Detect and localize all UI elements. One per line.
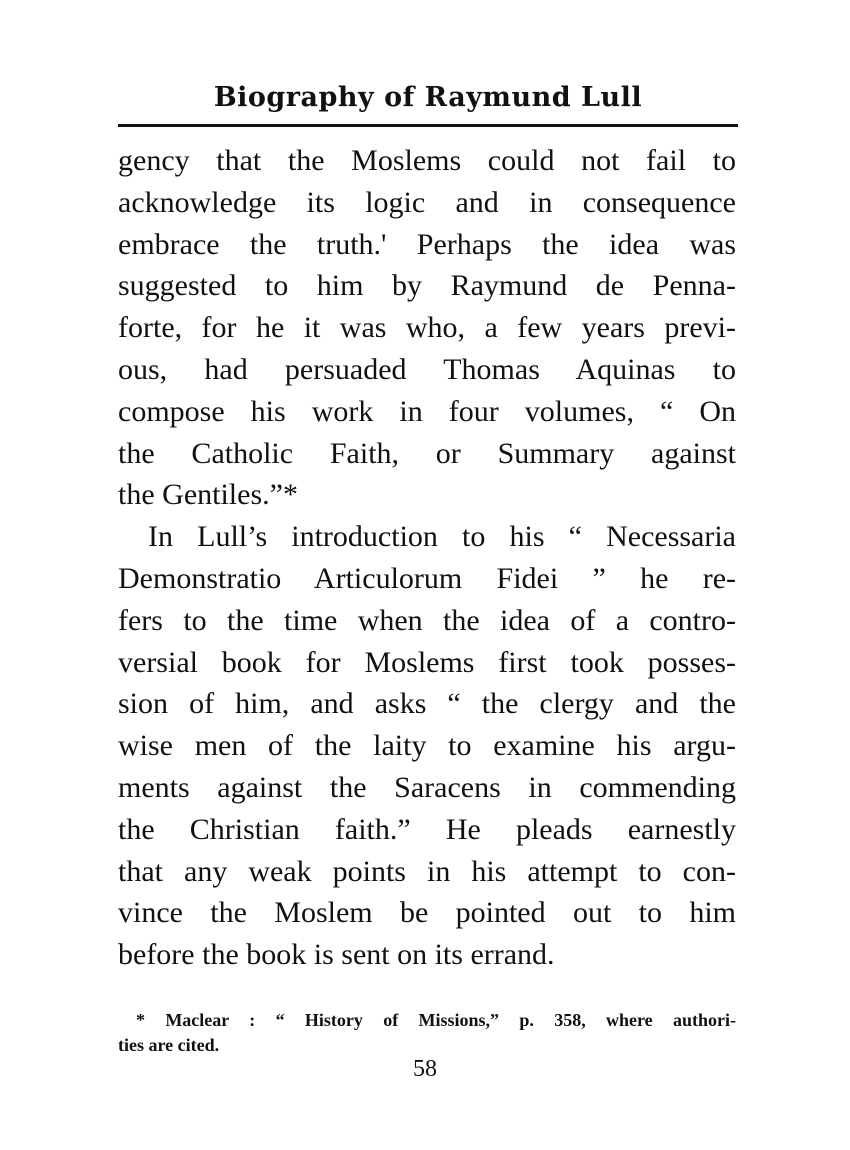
footnote — [118, 1008, 736, 1058]
text-line: the Gentiles.”* — [118, 478, 298, 512]
running-head-title: Biography of Raymund Lull — [213, 82, 643, 113]
text-line: the Christian faith.” He pleads earnestly — [118, 812, 736, 846]
text-line: that any weak points in his attempt to con- — [118, 854, 736, 888]
text-line: Demonstratio Articulorum Fidei ” he re- — [118, 561, 736, 595]
footnote-line: * Maclear : “ History of Missions,” p. 358, where authori- — [136, 1010, 736, 1030]
header-rule — [118, 124, 738, 127]
text-line: wise men of the laity to examine his argu- — [118, 729, 736, 763]
text-line: embrace the truth.' Perhaps the idea was — [118, 227, 736, 261]
text-line: vince the Moslem be pointed out to him — [118, 896, 736, 930]
text-line: suggested to him by Raymund de Penna- — [118, 269, 736, 303]
text-line: sion of him, and asks “ the clergy and the — [118, 687, 736, 721]
text-line: the Catholic Faith, or Summary against — [118, 436, 736, 470]
text-line: ous, had persuaded Thomas Aquinas to — [118, 352, 736, 386]
text-line: compose his work in four volumes, “ On — [118, 394, 736, 428]
body-text — [118, 140, 736, 976]
text-line: gency that the Moslems could not fail to — [118, 144, 736, 177]
text-line: ments against the Saracens in commending — [118, 770, 736, 804]
text-line: acknowledge its logic and in consequence — [118, 185, 736, 219]
text-line: before the book is sent on its errand. — [118, 938, 555, 972]
text-line: forte, for he it was who, a few years previ- — [118, 311, 736, 345]
text-line: In Lull’s introduction to his “ Necessaria — [148, 520, 736, 554]
page-number: 58 — [413, 1056, 437, 1082]
footnote-line: ties are cited. — [118, 1035, 220, 1055]
text-line: versial book for Moslems first took posses- — [118, 645, 736, 679]
text-line: fers to the time when the idea of a contro- — [118, 603, 736, 637]
